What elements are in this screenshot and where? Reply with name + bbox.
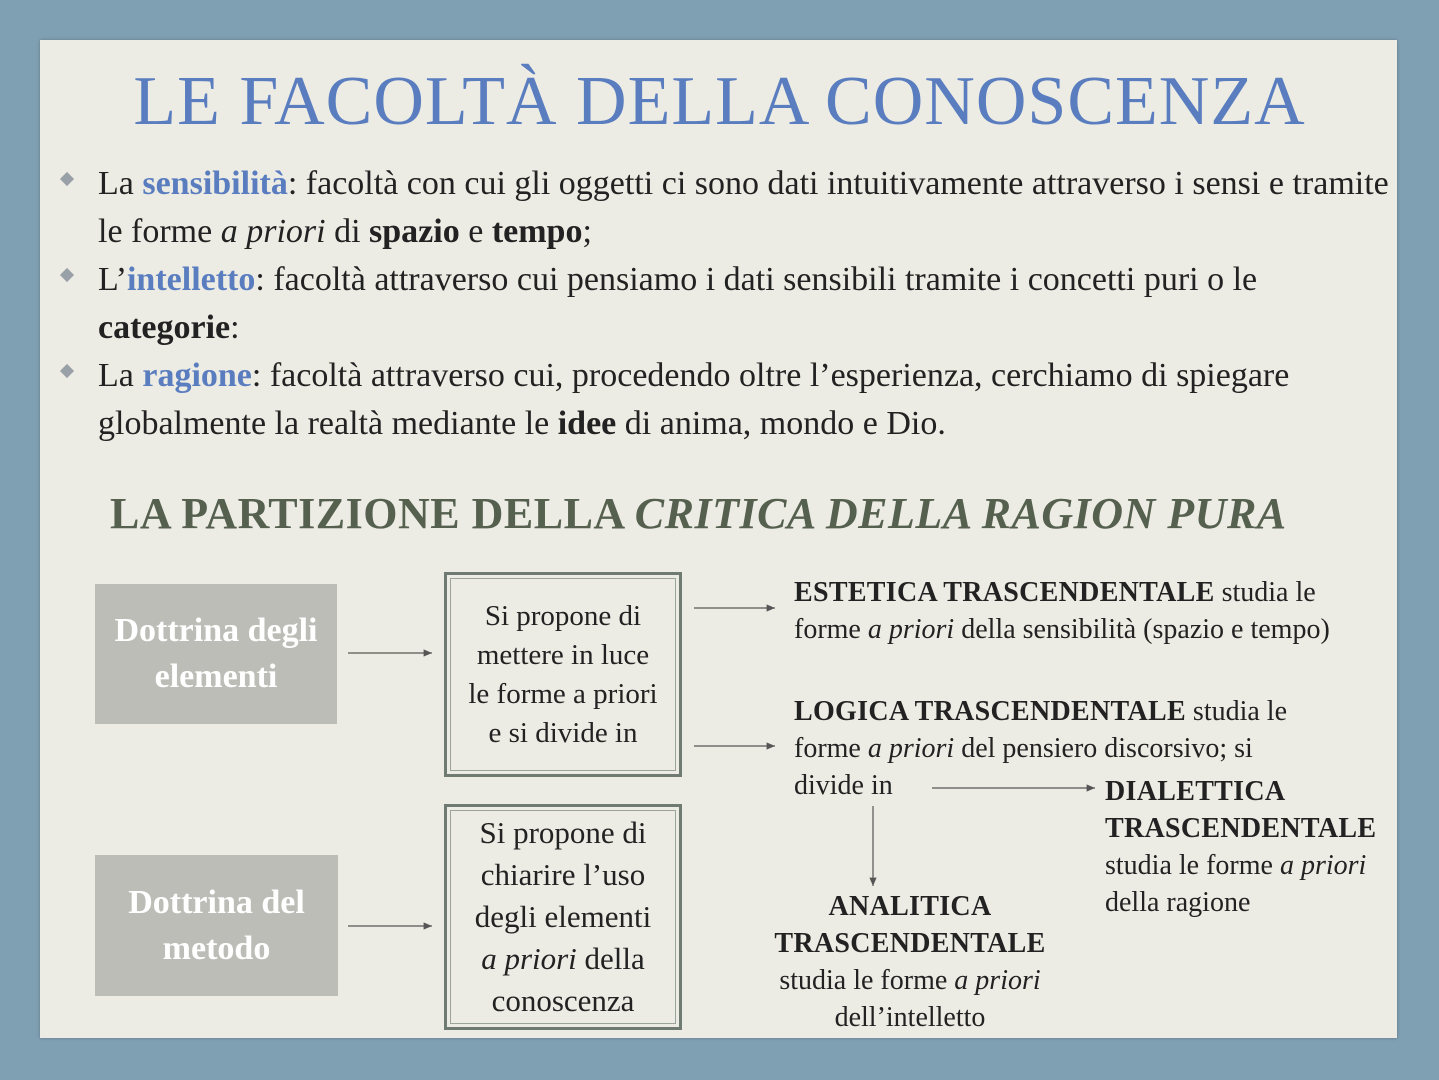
box-elementi-description: Si propone di mettere in luce le forme a priori e si divide in (444, 572, 682, 777)
section-subtitle: LA PARTIZIONE DELLA CRITICA DELLA RAGION PURA (110, 489, 1287, 538)
dialettica-text: DIALETTICA TRASCENDENTALE studia le forme a priori della ragione (1105, 776, 1377, 918)
estetica-text: ESTETICA TRASCENDENTALE studia le forme a priori della sensibilità (spazio e tempo) (794, 577, 1330, 645)
list-item-sensibilita: La sensibilità: facoltà con cui gli oggetti ci sono dati intuitivamente attraverso i sensi e tramite le forme a priori di spazio e tempo; (62, 160, 1402, 256)
dottrina-metodo-box: Dottrina del metodo (95, 855, 338, 996)
dottrina-elementi-box: Dottrina degli elementi (95, 584, 337, 724)
logica-text: LOGICA TRASCENDENTALE studia le forme a priori del pensiero discorsivo; si divide in (794, 696, 1288, 801)
list-item-intelletto: L’intelletto: facoltà attraverso cui pensiamo i dati sensibili tramite i concetti puri o le categorie: (62, 256, 1402, 352)
analitica-text: ANALITICA TRASCENDENTALE studia le forme a priori dell’intelletto (774, 891, 1046, 1033)
list-item-ragione: La ragione: facoltà attraverso cui, procedendo oltre l’esperienza, cerchiamo di spiegare globalmente la realtà mediante le idee di anima, mondo e Dio. (62, 352, 1402, 448)
keyword-sensibilita: sensibilità (142, 165, 288, 202)
keyword-intelletto: intelletto (126, 261, 256, 298)
box-metodo-description: Si propone di chiarire l’uso degli elementi a priori della conoscenza (444, 804, 682, 1030)
page-title: LE FACOLTÀ DELLA CONOSCENZA (133, 63, 1306, 140)
keyword-ragione: ragione (142, 357, 252, 394)
